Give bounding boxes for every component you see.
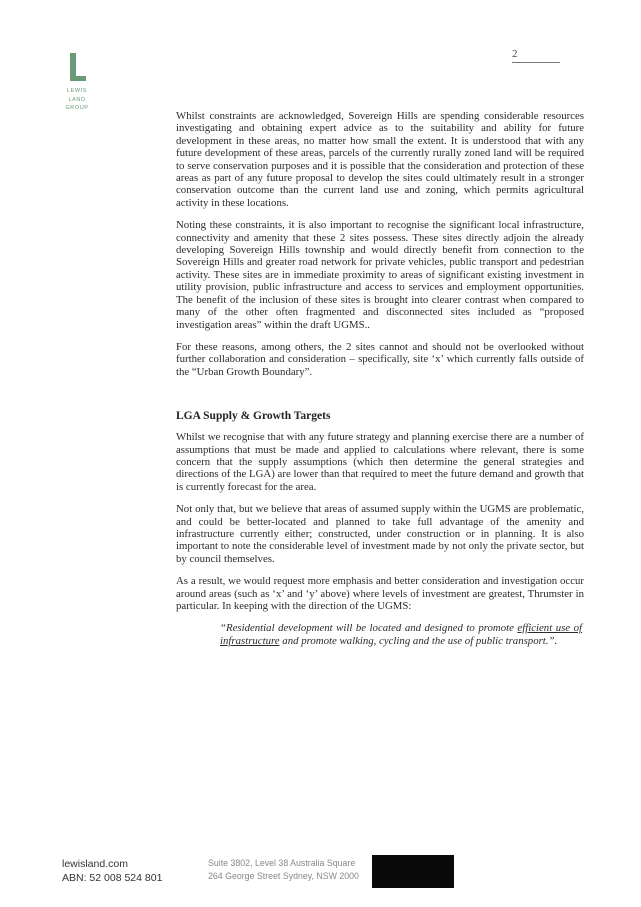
quote-text-end: and promote walking, cycling and the use of public transport.”. — [279, 634, 558, 647]
section-paragraph-3: As a result, we would request more emphasis and better consideration and investigation occur around areas (such as ‘x’ and ‘y’ above) where levels of investment are greatest, Thrumster in particular. In keeping with the direction of the UGMS: — [176, 575, 584, 612]
body-paragraph-3: For these reasons, among others, the 2 sites cannot and should not be overlooked without further collaboration and consideration – specifically, site ‘x’ which currently falls outside of the “Urban Growth Boundary”. — [176, 340, 584, 378]
letter-body — [176, 110, 584, 647]
section-paragraph-1: Whilst we recognise that with any future strategy and planning exercise there are a number of assumptions that must be made and applied to calculations where relevant, there is some concern that the supply assumptions (which then determine the general strategies and directions of the LGA) are lower than that required to meet the future demand and growth that is currently forecast for the area. — [176, 431, 584, 493]
page-number: 2 — [512, 48, 518, 60]
quote-text-start: “Residential development will be located and designed to promote — [220, 622, 518, 635]
page-number-rule — [512, 62, 560, 63]
footer-company-info — [62, 858, 162, 885]
quote-underlined-text: efficient use of infrastructure — [220, 622, 582, 647]
logo-text-line-3: GROUP — [65, 105, 89, 111]
body-paragraph-1: Whilst constraints are acknowledged, Sovereign Hills are spending considerable resources investigating and obtaining expert advice as to the suitability and ability for future development in these areas, no matter how small the extent. It is understood that with any future development of these areas, parcels of the currently rurally zoned land will be required to serve conservation purposes and it is possible that the consideration and protection of these areas as part of any future proposal to develop the sites could ultimately result in a stronger conservation outcome than the current land use and zoning, which permits agricultural activity in these locations. — [176, 110, 584, 209]
redaction-box — [372, 855, 454, 888]
footer-abn: ABN: 52 008 524 801 — [62, 871, 163, 884]
company-logo — [60, 52, 94, 112]
logo-text-line-1: LEWIS — [66, 88, 88, 94]
logo-text-line-2: LAND — [68, 96, 86, 103]
logo-letter-mark — [66, 52, 88, 86]
footer-address-line-1: Suite 3802, Level 38 Australia Square — [208, 858, 356, 868]
footer-address — [208, 857, 359, 883]
section-heading: LGA Supply & Growth Targets — [176, 410, 331, 423]
footer-website: lewisland.com — [62, 858, 128, 870]
body-paragraph-2: Noting these constraints, it is also important to recognise the significant local infrastructure, connectivity and amenity that these 2 sites possess. These sites directly adjoin the already developing Sovereign Hills township and would directly benefit from connection to the Sovereign Hills and greater road network for private vehicles, public transport and pedestrian activity. These sites are in immediate proximity to areas of significant existing investment in utility provision, public infrastructure and access to services and employment opportunities. The benefit of the inclusion of these sites is brought into clearer contrast when compared to many of the other often fragmented and disconnected sites included as “proposed investigation areas” within the draft UGMS.. — [176, 219, 584, 331]
footer-address-line-2: 264 George Street Sydney, NSW 2000 — [208, 871, 359, 881]
block-quote — [220, 622, 582, 647]
section-paragraph-2: Not only that, but we believe that areas of assumed supply within the UGMS are problematic, and could be better-located and planned to take full advantage of the amenity and infrastructure currently either; constructed, under construction or in planning. It is also important to note the considerable level of investment made by not only the private sector, but by council themselves. — [176, 503, 584, 565]
